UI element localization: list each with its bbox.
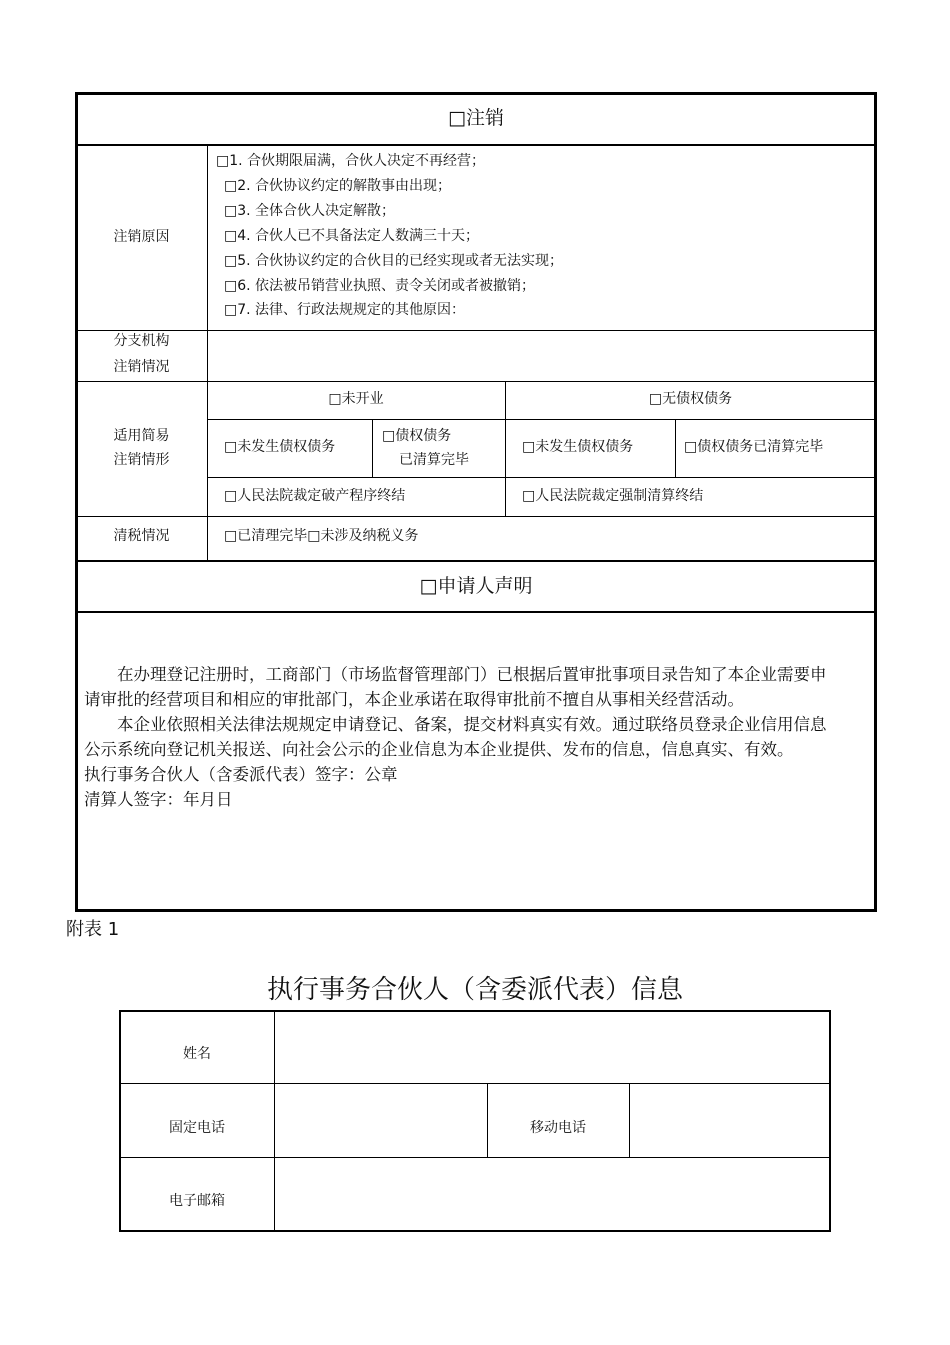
branch-label-line2: 注销情况	[113, 359, 170, 375]
tax-label: 清税情况	[113, 528, 170, 544]
reason-item[interactable]: □4. 合伙人已不具备法定人数满三十天；	[224, 228, 480, 244]
name-input[interactable]	[276, 1012, 828, 1082]
mobile-input[interactable]	[631, 1085, 828, 1156]
mobile-label: 移动电话	[530, 1120, 586, 1136]
debt-cleared-right[interactable]: □债权债务已清算完毕	[684, 439, 824, 455]
not-opened-option[interactable]: □未开业	[328, 391, 384, 407]
declaration-paragraph-2: 本企业依照相关法律法规规定申请登记、备案，提交材料真实有效。通过联络员登录企业信用信息公示系统向登记机关报送、向社会公示的企业信息为本企业提供、发布的信息，信息真实、有效。	[84, 715, 827, 759]
appendix-title: 执行事务合伙人（含委派代表）信息	[266, 975, 683, 1005]
phone-label: 固定电话	[169, 1120, 225, 1136]
reason-item[interactable]: □7. 法律、行政法规规定的其他原因：	[224, 302, 466, 318]
name-label: 姓名	[183, 1046, 211, 1062]
sign-partner: 执行事务合伙人（含委派代表）签字：公章	[84, 765, 398, 784]
email-input[interactable]	[276, 1159, 828, 1230]
email-label: 电子邮箱	[169, 1193, 225, 1209]
reason-item[interactable]: □5. 合伙协议约定的合伙目的已经实现或者无法实现；	[224, 253, 564, 269]
no-debt-incurred-right[interactable]: □未发生债权债务	[522, 439, 634, 455]
reason-item[interactable]: □1. 合伙期限届满，合伙人决定不再经营；	[216, 153, 486, 169]
branch-label-line1: 分支机构	[113, 333, 170, 349]
debt-cleared-line2: 已清算完毕	[399, 452, 469, 468]
cancel-title: □注销	[448, 107, 504, 129]
no-debt-incurred-left[interactable]: □未发生债权债务	[224, 439, 336, 455]
simple-label-line2: 注销情形	[113, 452, 170, 468]
no-debt-option[interactable]: □无债权债务	[648, 391, 733, 407]
declaration-paragraph-1: 在办理登记注册时，工商部门（市场监督管理部门）已根据后置审批事项目录告知了本企业需要申请审批的经营项目和相应的审批部门，本企业承诺在取得审批前不擅自从事相关经营活动。	[84, 665, 827, 709]
declaration-title: □申请人声明	[419, 575, 533, 597]
court-bankruptcy-option[interactable]: □人民法院裁定破产程序终结	[224, 488, 406, 504]
phone-input[interactable]	[276, 1085, 486, 1156]
court-liquidation-option[interactable]: □人民法院裁定强制清算终结	[522, 488, 704, 504]
appendix-label: 附表 1	[66, 919, 120, 940]
sign-liquidator: 清算人签字：年月日	[84, 790, 233, 809]
reason-label: 注销原因	[113, 229, 170, 245]
reason-item[interactable]: □2. 合伙协议约定的解散事由出现；	[224, 178, 452, 194]
simple-label-line1: 适用简易	[113, 428, 170, 444]
tax-status[interactable]: □已清理完毕□未涉及纳税义务	[224, 528, 419, 544]
reason-item[interactable]: □6. 依法被吊销营业执照、责令关闭或者被撤销；	[224, 278, 536, 294]
reason-item[interactable]: □3. 全体合伙人决定解散；	[224, 203, 396, 219]
declaration-body	[84, 662, 832, 812]
debt-cleared-line1[interactable]: □债权债务	[382, 428, 452, 444]
